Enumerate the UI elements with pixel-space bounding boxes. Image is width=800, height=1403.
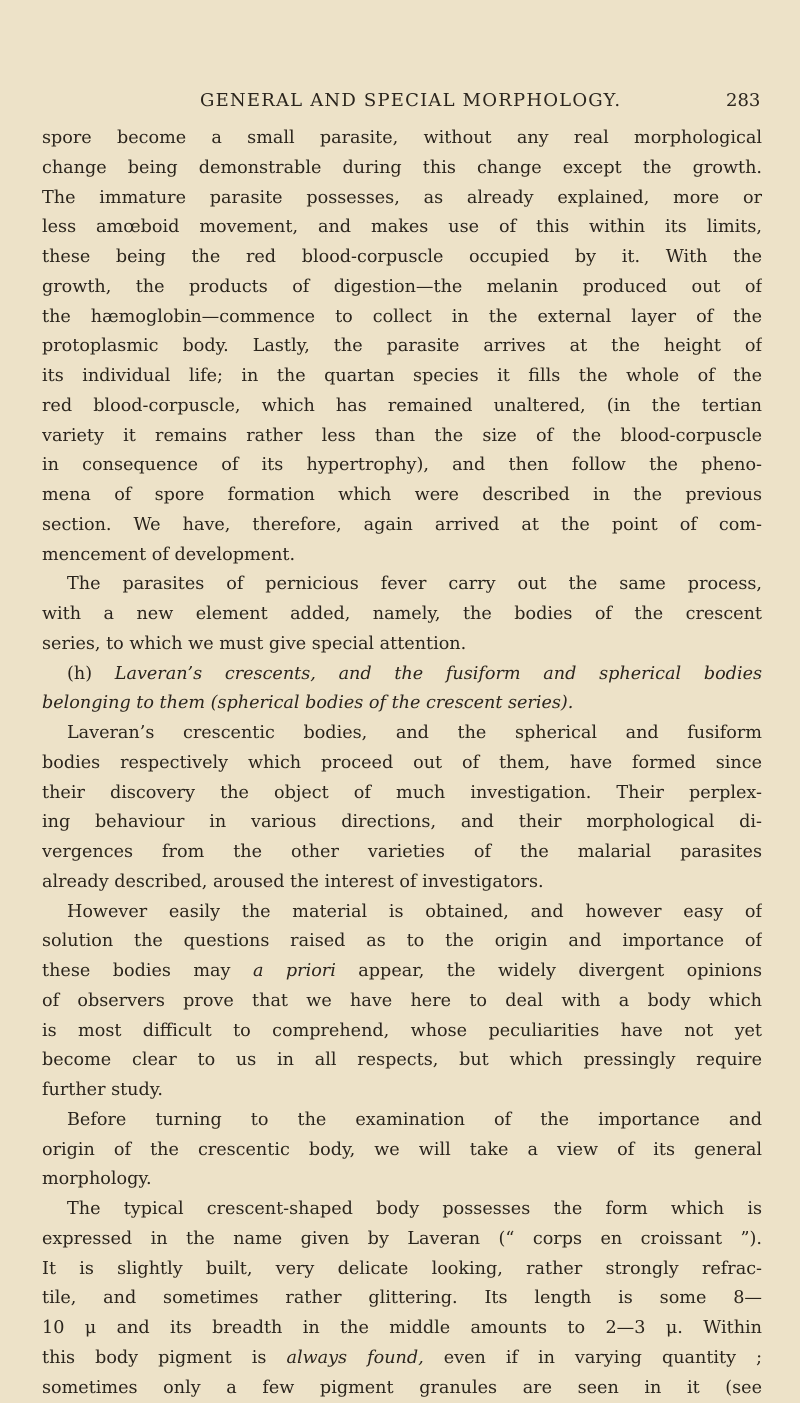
text-run: their discovery the object of much investigation. Their perplex- [42,783,762,803]
text-run: less amœboid movement, and makes use of this within its limits, [42,217,762,237]
text-line [42,1314,762,1344]
text-run: further study. [42,1080,163,1100]
text-run: vergences from the other varieties of the malarial parasites [42,842,762,862]
italic-text: Laveran’s crescents, and the fusiform and spherical bodies [115,664,762,684]
text-line [42,1136,762,1166]
text-run: protoplasmic body. Lastly, the parasite arrives at the height of [42,336,762,356]
text-run: this body pigment is [42,1348,286,1368]
text-run: is most difficult to comprehend, whose peculiarities have not yet [42,1021,762,1041]
text-run: The immature parasite possesses, as already explained, more or [42,188,762,208]
text-line [42,779,762,809]
text-line [42,898,762,928]
italic-text: always found, [286,1348,423,1368]
text-line [42,273,762,303]
text-line [42,154,762,184]
text-line [42,987,762,1017]
text-run: with a new element added, namely, the bodies of the crescent [42,604,762,624]
text-line [42,124,762,154]
text-run: red blood-corpuscle, which has remained unaltered, (in the tertian [42,396,762,416]
text-line [42,213,762,243]
text-line [42,808,762,838]
text-line [42,1106,762,1136]
page-number: 283 [726,90,760,111]
text-run: change being demonstrable during this change except the growth. [42,158,762,178]
text-run: in consequence of its hypertrophy), and then follow the pheno- [42,455,762,475]
text-run: (h) [67,664,115,684]
text-run: Before turning to the examination of the importance and [67,1110,762,1130]
italic-text: a priori [253,961,336,981]
text-run: The typical crescent-shaped body possesses the form which is [67,1199,762,1219]
text-run: morphology. [42,1169,152,1189]
text-run: sometimes only a few pigment granules are seen in it (see [42,1378,762,1398]
text-run: expressed in the name given by Laveran (“ corps en croissant ”). [42,1229,762,1249]
text-line [42,362,762,392]
text-line [42,570,762,600]
text-run: origin of the crescentic body, we will take a view of its general [42,1140,762,1160]
text-run: series, to which we must give special attention. [42,634,466,654]
text-run: even if in varying quantity ; [424,1348,762,1368]
text-line [42,1374,762,1403]
text-run: the hæmoglobin—commence to collect in the external layer of the [42,307,762,327]
text-line [42,481,762,511]
text-run: appear, the widely divergent opinions [336,961,762,981]
text-run: become clear to us in all respects, but which pressingly require [42,1050,762,1070]
text-line [42,392,762,422]
text-run: 10 μ and its breadth in the middle amounts to 2—3 μ. Within [42,1318,762,1338]
text-line [42,1225,762,1255]
text-run: of observers prove that we have here to deal with a body which [42,991,762,1011]
text-run: its individual life; in the quartan species it fills the whole of the [42,366,762,386]
text-run: It is slightly built, very delicate looking, rather strongly refrac- [42,1259,762,1279]
body-text [42,124,762,1403]
text-line [42,719,762,749]
text-line [42,957,762,987]
italic-text: belonging to them (spherical bodies of the crescent series). [42,693,573,713]
text-run: these being the red blood-corpuscle occupied by it. With the [42,247,762,267]
text-run: However easily the material is obtained, and however easy of [67,902,762,922]
text-line [42,243,762,273]
text-run: bodies respectively which proceed out of them, have formed since [42,753,762,773]
text-line [42,927,762,957]
text-run: ing behaviour in various directions, and their morphological di- [42,812,762,832]
text-line [42,868,762,898]
text-run: section. We have, therefore, again arrived at the point of com- [42,515,762,535]
text-line [42,541,762,571]
text-line [42,332,762,362]
text-run: The parasites of pernicious fever carry out the same process, [67,574,762,594]
text-line [42,1344,762,1374]
text-run: tile, and sometimes rather glittering. Its length is some 8— [42,1288,762,1308]
text-line [42,630,762,660]
text-line [42,1195,762,1225]
text-line [42,184,762,214]
text-run: mena of spore formation which were described in the previous [42,485,762,505]
text-run: Laveran’s crescentic bodies, and the spherical and fusiform [67,723,762,743]
text-line [42,838,762,868]
text-line [42,749,762,779]
running-head [0,90,800,120]
text-line [42,600,762,630]
text-line [42,1017,762,1047]
text-line [42,1165,762,1195]
text-line [42,422,762,452]
text-run: mencement of development. [42,545,295,565]
text-line [42,451,762,481]
text-run: solution the questions raised as to the origin and importance of [42,931,762,951]
text-run: spore become a small parasite, without any real morphological [42,128,762,148]
text-run: already described, aroused the interest of investigators. [42,872,544,892]
text-line [42,511,762,541]
text-line [42,303,762,333]
text-run: growth, the products of digestion—the melanin produced out of [42,277,762,297]
text-line [42,1255,762,1285]
text-run: variety it remains rather less than the size of the blood-corpuscle [42,426,762,446]
running-title: GENERAL AND SPECIAL MORPHOLOGY. [200,90,621,111]
text-line [42,689,762,719]
text-line [42,1076,762,1106]
text-line [42,1284,762,1314]
text-line [42,660,762,690]
text-run: these bodies may [42,961,253,981]
text-line [42,1046,762,1076]
